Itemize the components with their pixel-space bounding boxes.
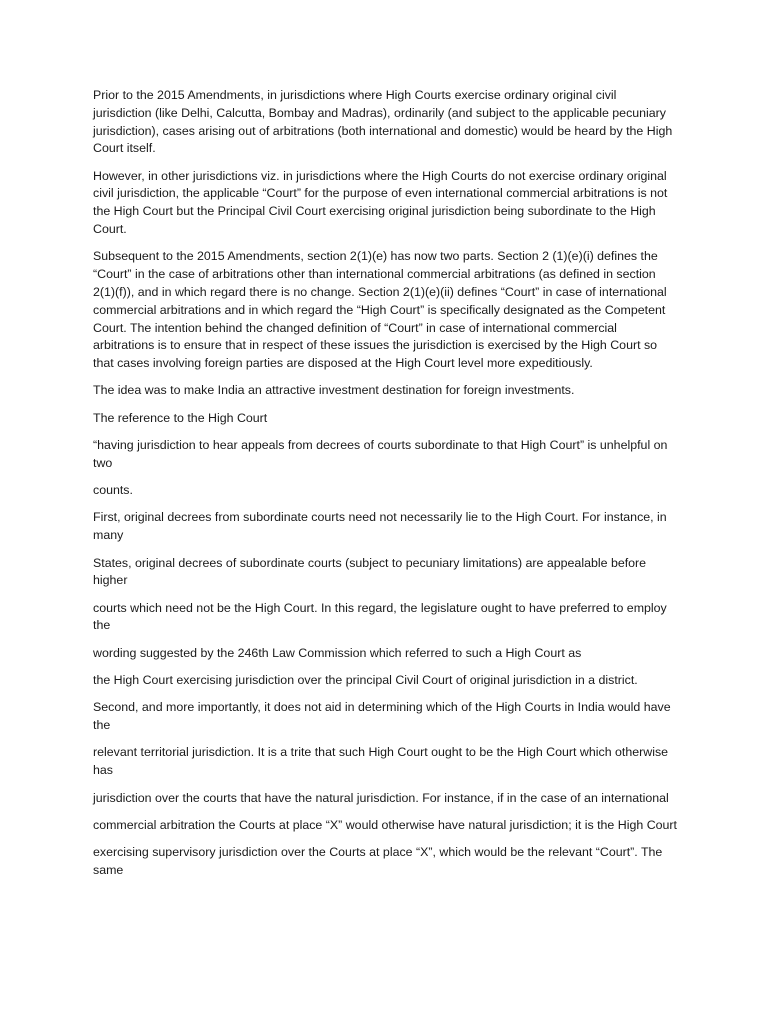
paragraph: commercial arbitration the Courts at place “X” would otherwise have natural jurisdiction; it is the High Court bbox=[93, 817, 677, 832]
paragraph: Second, and more importantly, it does not aid in determining which of the High Courts in India would have the bbox=[93, 700, 671, 733]
paragraph: wording suggested by the 246th Law Commission which referred to such a High Court as bbox=[93, 645, 582, 660]
paragraph: courts which need not be the High Court. In this regard, the legislature ought to have preferred to employ the bbox=[93, 600, 667, 633]
paragraph: However, in other jurisdictions viz. in jurisdictions where the High Courts do not exercise ordinary original civil jurisdiction, the applicable “Court” for the purpose of even international commercial arbitrations is not the High Court but the Principal Civil Court exercising original jurisdiction being subordinate to the High Court. bbox=[93, 168, 668, 237]
paragraph: The idea was to make India an attractive investment destination for foreign investments. bbox=[93, 383, 575, 398]
paragraph: First, original decrees from subordinate courts need not necessarily lie to the High Court. For instance, in many bbox=[93, 510, 667, 543]
document-page bbox=[93, 87, 677, 889]
paragraph: counts. bbox=[93, 483, 133, 498]
paragraph: the High Court exercising jurisdiction over the principal Civil Court of original jurisdiction in a district. bbox=[93, 673, 638, 688]
paragraph: States, original decrees of subordinate courts (subject to pecuniary limitations) are appealable before higher bbox=[93, 555, 647, 588]
paragraph: exercising supervisory jurisdiction over the Courts at place “X”, which would be the relevant “Court”. The same bbox=[93, 845, 663, 877]
paragraph: The reference to the High Court bbox=[93, 410, 268, 425]
paragraph: Prior to the 2015 Amendments, in jurisdictions where High Courts exercise ordinary original civil jurisdiction (like Delhi, Calcutta, Bombay and Madras), ordinarily (and subject to the applicable pecuniary jurisdiction), cases arising out of arbitrations (both international and domestic) would be heard by the High Court itself. bbox=[93, 88, 673, 156]
paragraph: jurisdiction over the courts that have the natural jurisdiction. For instance, if in the case of an international bbox=[93, 790, 669, 805]
paragraph: “having jurisdiction to hear appeals from decrees of courts subordinate to that High Court” is unhelpful on two bbox=[93, 438, 668, 470]
paragraph: Subsequent to the 2015 Amendments, section 2(1)(e) has now two parts. Section 2 (1)(e)(i) defines the “Court” in the case of arbitrations other than international commercial arbitrations (as defined in section 2(1)(f)), and in which regard there is no change. Section 2(1)(e)(ii) defines “Court” in case of international commercial arbitrations and in which regard the “High Court” is specifically designated as the Competent Court. The intention behind the changed definition of “Court” in case of international commercial arbitrations is to ensure that in respect of these issues the jurisdiction is exercised by the High Court so that cases involving foreign parties are disposed at the High Court level more expeditiously. bbox=[93, 249, 667, 371]
paragraph: relevant territorial jurisdiction. It is a trite that such High Court ought to be the High Court which otherwise has bbox=[93, 745, 669, 778]
